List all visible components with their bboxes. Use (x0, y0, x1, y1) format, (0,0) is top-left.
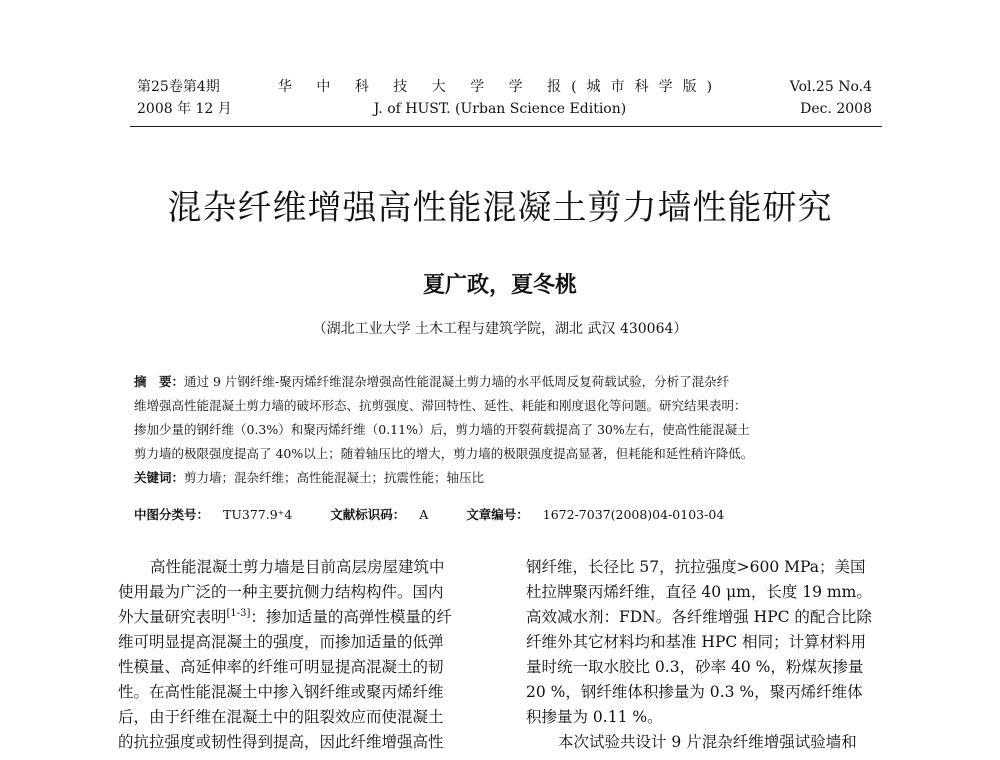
abstract-line: 摘 要：通过 9 片钢纤维-聚丙烯纤维混杂增强高性能混凝土剪力墙的水平低周反复荷载试验，分析了混杂纤 (134, 374, 730, 389)
abstract-label: 摘 要： (134, 374, 185, 389)
body-line: 维可明显提高混凝土的强度，而掺加适量的低弹 (118, 633, 444, 651)
body-left-column (118, 555, 488, 755)
journal-name-en: J. of HUST. (Urban Science Edition) (373, 101, 627, 117)
journal-volume-en (790, 76, 872, 120)
body-line: 本次试验共设计 9 片混杂纤维增强试验墙和 (558, 733, 857, 751)
body-line: 外大量研究表明[1-3]：掺加适量的高弹性模量的纤 (118, 607, 452, 626)
keywords-value: 剪力墙；混杂纤维；高性能混凝土；抗震性能；轴压比 (184, 470, 485, 485)
authors: 夏广政，夏冬桃 (422, 272, 577, 298)
doc-code-label: 文献标识码： (330, 507, 406, 522)
affiliation: （湖北工业大学 土木工程与建筑学院，湖北 武汉 430064） (312, 321, 688, 337)
body-line: 后，由于纤维在混凝土中的阻裂效应而使混凝土 (118, 708, 444, 726)
body-line: 20 %，钢纤维体积掺量为 0.3 %，聚丙烯纤维体 (526, 683, 863, 701)
body-line: 使用最为广泛的一种主要抗侧力结构构件。国内 (118, 583, 444, 601)
citation-ref: [1-3] (226, 607, 251, 619)
body-line: 性模量、高延伸率的纤维可明显提高混凝土的韧 (118, 658, 444, 676)
header-rule (130, 126, 882, 127)
volume-issue-en: Vol.25 No.4 (789, 79, 872, 95)
publication-date: 2008 年 12 月 (137, 101, 232, 117)
article-no-label: 文章编号： (466, 507, 529, 522)
body-line: 的抗拉强度或韧性得到提高，因此纤维增强高性 (118, 733, 444, 751)
body-line: 高性能混凝土剪力墙是目前高层房屋建筑中 (150, 558, 445, 576)
journal-name-cn: 华 中 科 技 大 学 学 报(城市科学版) (277, 79, 723, 95)
publication-date-en: Dec. 2008 (800, 101, 872, 117)
clc-value: TU377.9⁺4 (223, 507, 293, 522)
abstract-line: 剪力墙的极限强度提高了 40%以上；随着轴压比的增大，剪力墙的极限强度提高显著，但耗能和延性稍许降低。 (134, 446, 754, 461)
article-no-value: 1672-7037(2008)04-0103-04 (542, 507, 725, 522)
keywords-label: 关键词： (134, 470, 185, 485)
body-line: 积掺量为 0.11 %。 (526, 708, 663, 726)
body-line: 量时统一取水胶比 0.3，砂率 40 %，粉煤灰掺量 (526, 658, 864, 676)
abstract-line: 掺加少量的钢纤维（0.3%）和聚丙烯纤维（0.11%）后，剪力墙的开裂荷载提高了 30%左右，使高性能混凝土 (134, 422, 750, 437)
body-line: 纤维外其它材料均和基准 HPC 相同；计算材料用 (526, 633, 867, 651)
abstract (134, 370, 874, 490)
keywords (134, 466, 874, 490)
body-line: 高效减水剂：FDN。各纤维增强 HPC 的配合比除 (526, 608, 872, 626)
clc-label: 中图分类号： (134, 507, 210, 522)
body-line: 钢纤维，长径比 57，抗拉强度>600 MPa；美国 (526, 558, 866, 576)
volume-issue: 第25卷第4期 (137, 79, 220, 95)
body-right-column (526, 555, 906, 755)
body-line: 性。在高性能混凝土中掺入钢纤维或聚丙烯纤维 (118, 683, 444, 701)
doc-code-value: A (419, 507, 429, 522)
paper-title: 混杂纤维增强高性能混凝土剪力墙性能研究 (167, 188, 833, 228)
abstract-line: 维增强高性能混凝土剪力墙的破坏形态、抗剪强度、滞回特性、延性、耗能和刚度退化等问题。研究结果表明： (134, 398, 747, 413)
body-line: 杜拉牌聚丙烯纤维，直径 40 μm，长度 19 mm。 (526, 583, 872, 601)
classification-line (134, 505, 738, 523)
